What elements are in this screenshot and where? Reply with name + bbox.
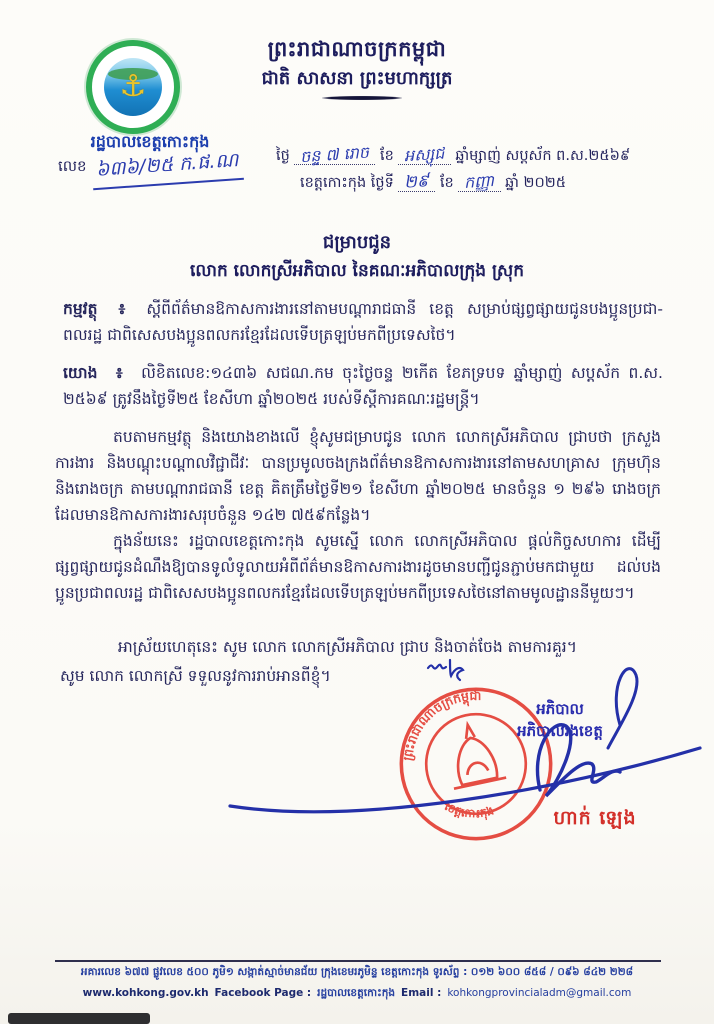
date2-handwritten-month: កញ្ញា [463, 170, 496, 193]
footer-address-line: អគារលេខ ៦៧៧ ផ្លូវលេខ ៥០០ ភូមិ១ សង្កាត់ស្មាច់មានជ័យ ក្រុងខេមរភូមិន្ទ ខេត្តកោះកុង ទូរស័ព្ទ : ០១២ ៦០០ ៨៥៨ / ០៩៦ ៨៤២ ២២៨ [80, 966, 634, 978]
stamp-text-top: ព្រះរាជាណាចក្រកម្ពុជា [399, 687, 482, 762]
subject-separator: ៖ [118, 300, 126, 318]
footer-email-value: kohkongprovincialadm@gmail.com [447, 987, 632, 999]
date1-mid: ខែ [380, 148, 394, 164]
closing-line-2: សូម លោក លោកស្រី ទទួលនូវការរាប់អានពីខ្ញុំ។ [60, 667, 331, 685]
date1-handwritten-month: អស្សុជ [403, 143, 446, 166]
reference-text: លិខិតលេខ:១៤៣៦ សជណ.កម ចុះថ្ងៃចន្ទ ២កើត ខែភទ្របទ ឆ្នាំម្សាញ់ សប្តស័ក ព.ស. ២៥៦៩ ត្រូវនឹងថ្ងៃទី២៥ ខែសីហា ឆ្នាំ២០២៥ របស់ទីស្តីការគណៈរដ្ឋមន្ត្រី។ [63, 364, 663, 408]
signer-name: ហាក់ ឡេង [553, 807, 637, 829]
org-name: រដ្ឋបាលខេត្តកោះកុង [90, 132, 210, 151]
date1-handwritten-day: ចន្ទ ៧ រោច [299, 142, 371, 167]
stamp-text-bottom: ខេត្តកោះកុង [442, 799, 496, 821]
footer-contact-line [0, 987, 714, 1002]
date2-handwritten-day: ២៩ [403, 171, 430, 193]
header-divider [322, 96, 402, 100]
signer-position-line1: អភិបាល [536, 700, 584, 718]
footer-facebook-label: Facebook Page : [214, 987, 312, 999]
subject-row [63, 296, 663, 348]
scan-artifact-bar [8, 1013, 150, 1024]
seal-outer-ring [86, 40, 180, 134]
kingdom-motto-line1: ព្រះរាជាណាចក្រកម្ពុជា [267, 37, 447, 61]
salutation-title: ជម្រាបជូន [322, 232, 392, 253]
date2-mid: ខែ [439, 175, 454, 191]
date1-suffix: ឆ្នាំម្សាញ់ សប្តស័ក ព.ស.២៥៦៩ [455, 148, 631, 164]
handwritten-initials [428, 665, 446, 669]
buddhist-date-line [276, 141, 696, 170]
signer-position-line2: អភិបាលរងខេត្ត [517, 722, 603, 740]
footer-website: www.kohkong.gov.kh [82, 987, 209, 999]
signature-underline [230, 748, 700, 812]
anchor-icon: ⚓ [119, 69, 147, 104]
ref-number-handwritten: ៦៣៦/២៥ ក.ផ.ណ [91, 148, 244, 190]
subject-text: ស្តីពីព័ត៌មានឱកាសការងារនៅតាមបណ្តារាជធានី ខេត្ត សម្រាប់ផ្សព្វផ្សាយជូនបងប្អូនប្រជា-ពលរដ្ឋ ជាពិសេសបងប្អូនពលករខ្មែរដែលទើបត្រឡប់មកពីប្រទេសថៃ។ [63, 300, 663, 344]
gregorian-date-line [300, 168, 700, 197]
date2-prefix: ខេត្តកោះកុង ថ្ងៃទី [300, 175, 394, 191]
closing-line-1: អាស្រ័យហេតុនេះ សូម លោក លោកស្រីអភិបាល ជ្រាប និងចាត់ចែង តាមការគួរ។ [118, 638, 577, 656]
reference-label: យោង [63, 364, 98, 382]
reference-row [63, 360, 663, 412]
date2-suffix: ឆ្នាំ ២០២៥ [505, 175, 567, 191]
reference-separator: ៖ [115, 364, 123, 382]
salutation-recipient: លោក លោកស្រីអភិបាល នៃគណៈអភិបាលក្រុង ស្រុក [189, 261, 525, 281]
ref-label: លេខ [58, 157, 87, 175]
body-paragraph-1: តបតាមកម្មវត្ថុ និងយោងខាងលើ ខ្ញុំសូមជម្រាបជូន លោក លោកស្រីអភិបាល ជ្រាបថា ក្រសួងការងារ និងបណ្តុះបណ្តាលវិជ្ជាជីវៈ បានប្រមូលចងក្រងព័ត៌មានឱកាសការងារនៅតាមសហគ្រាស ក្រុមហ៊ុន និងរោងចក្រ តាមបណ្តារាជធានី ខេត្ត គិតត្រឹមថ្ងៃទី២១ ខែសីហា ឆ្នាំ២០២៥ មានចំនួន ១ ២៩៦ រោងចក្រ ដែលមានឱកាសការងារសរុបចំនួន ១៤២ ៧៥៩កន្លែង។ [55, 428, 661, 524]
date1-prefix: ថ្ងៃ [276, 148, 290, 164]
ref-number-row [58, 149, 288, 185]
subject-label: កម្មវត្ថុ [63, 300, 98, 318]
footer-facebook-value: រដ្ឋបាលខេត្តកោះកុង [317, 987, 396, 999]
kingdom-motto-line2: ជាតិ សាសនា ព្រះមហាក្សត្រ [261, 68, 453, 89]
koh-kong-provincial-seal-logo [86, 40, 180, 134]
footer-email-label: Email : [401, 987, 442, 999]
footer-divider [55, 960, 661, 962]
seal-inner-circle [104, 58, 162, 116]
body-paragraph-2: ក្នុងន័យនេះ រដ្ឋបាលខេត្តកោះកុង សូមស្នើ លោក លោកស្រីអភិបាល ផ្តល់កិច្ចសហការ ដើម្បីផ្សព្វផ្សាយជូនដំណឹងឱ្យបានទូលំទូលាយអំពីព័ត៌មានឱកាសការងារដូចមានបញ្ជីជូនភ្ជាប់មកជាមួយ ដល់បងប្អូនប្រជាពលរដ្ឋ ជាពិសេសបងប្អូនពលករខ្មែរដែលទើបត្រឡប់មកពីប្រទេសថៃនៅតាមមូលដ្ឋាននីមួយៗ។ [55, 532, 661, 602]
